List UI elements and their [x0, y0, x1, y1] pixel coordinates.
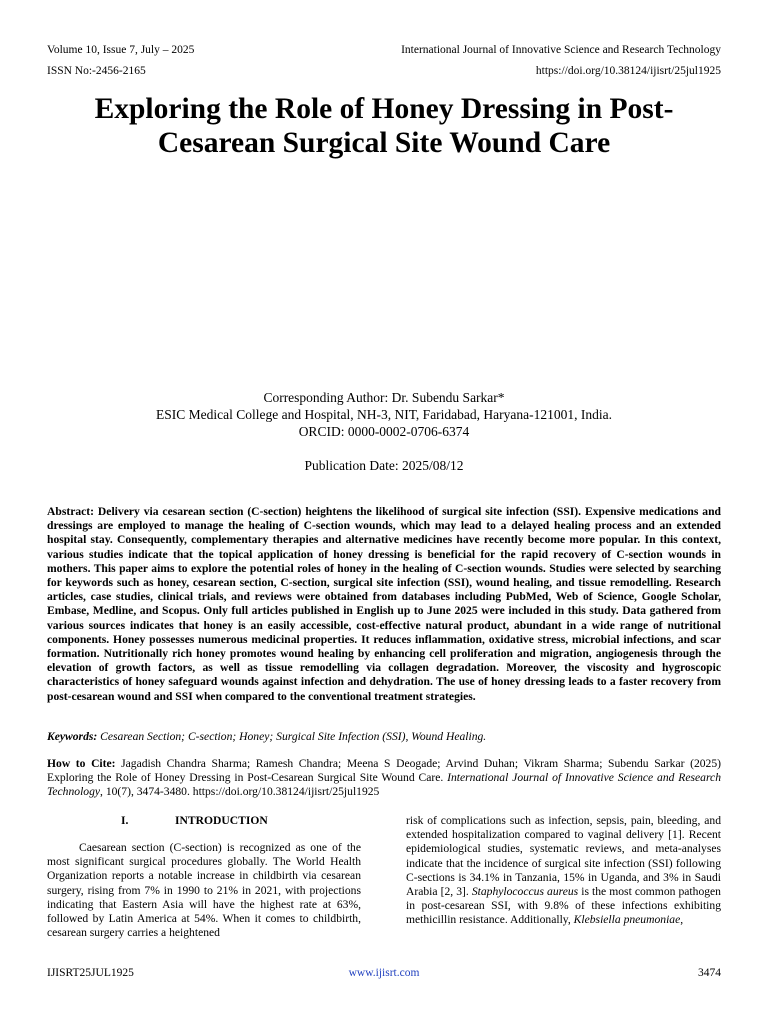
title-line-1: Exploring the Role of Honey Dressing in Post-: [94, 93, 674, 125]
section-number: I.: [121, 814, 129, 827]
cite-tail: , 10(7), 3474-3480. https://doi.org/10.38124/ijisrt/25jul1925: [100, 785, 380, 799]
corresponding-author: Corresponding Author: Dr. Subendu Sarkar*: [263, 390, 505, 405]
right-col-italic-2: Klebsiella pneumoniae: [573, 913, 681, 927]
abstract-label: Abstract:: [47, 505, 95, 518]
abstract: [47, 505, 721, 704]
intro-right-column: [406, 814, 721, 928]
publication-date: Publication Date: 2025/08/12: [304, 458, 464, 473]
keywords-label: Keywords:: [47, 730, 98, 743]
journal-name: International Journal of Innovative Science and Research Technology: [401, 44, 721, 56]
keywords: [47, 730, 721, 744]
keywords-text: Cesarean Section; C-section; Honey; Surgical Site Infection (SSI), Wound Healing.: [97, 730, 487, 743]
issn: ISSN No:-2456-2165: [47, 65, 146, 77]
cite-journal: International Journal of Innovative Science and Research Technology: [47, 771, 721, 799]
right-col-part-3: ,: [680, 913, 684, 927]
intro-left-column: Caesarean section (C-section) is recognized as one of the most significant surgical procedures globally. The World Health Organization reports a notable increase in childbirth via cesarean surgery, rising from 7% in 1990 to 21% in 2021, with projections indicating that Eastern Asia will have the highest rate at 63%, followed by Latin America at 54%. When it comes to childbirth, cesarean surgery carries a heightened: [47, 841, 361, 940]
right-col-part-2: is the most common pathogen in post-cesarean SSI, with 9.8% of these infections exhibiting methicillin resistance. Additionally,: [406, 885, 721, 927]
footer-website-link[interactable]: www.ijisrt.com: [348, 967, 420, 979]
orcid: ORCID: 0000-0002-0706-6374: [298, 424, 470, 439]
footer-paper-id: IJISRT25JUL1925: [47, 967, 134, 979]
cite-label: How to Cite:: [47, 757, 116, 770]
title-line-2: Cesarean Surgical Site Wound Care: [157, 127, 611, 159]
section-title: INTRODUCTION: [175, 814, 268, 827]
affiliation: ESIC Medical College and Hospital, NH-3, NIT, Faridabad, Haryana-121001, India.: [155, 407, 612, 422]
page-number: 3474: [698, 967, 721, 979]
right-col-italic-1: Staphylococcus aureus: [471, 885, 579, 899]
cite-text: Jagadish Chandra Sharma; Ramesh Chandra; Meena S Deogade; Arvind Duhan; Vikram Sharma; Subendu Sarkar (2025) Exploring the Role of Honey Dressing in Post-Cesarean Surgical Site Wound Care.: [47, 757, 721, 785]
abstract-text: Delivery via cesarean section (C-section) heightens the likelihood of surgical site infection (SSI). Expensive medications and dressings are employed to manage the healing of C-section wounds, which may lead to a delayed healing process and an extended hospital stay. Consequently, complementary therapies and alternative medicines have recently become more popular. In this context, various studies indicate that the topical application of honey dressing is beneficial for the rapid recovery of C-section wounds in mothers. This paper aims to explore the potential roles of honey in the healing of C-section wounds. Studies were selected by searching for keywords such as honey, cesarean section, C-section, surgical site infection (SSI), wound healing, and tissue remodelling. Research articles, case studies, clinical trials, and reviews were obtained from databases including PubMed, Web of Science, Google Scholar, Embase, Medline, and Scopus. Only full articles published in English up to June 2025 were included in this study. Data gathered from various sources indicates that honey is an easily accessible, cost-effective natural product, abundant in a wide range of nutritional components. Honey possesses numerous medicinal properties. It reduces inflammation, oxidative stress, microbial infections, and scar formation. Nutritionally rich honey promotes wound healing by enhancing cell proliferation and migration, angiogenesis through the elevation of growth factors, as well as tissue remodelling via collagen degradation. Moreover, the viscosity and hygroscopic characteristics of honey safeguard wounds against infection and dehydration. The use of honey dressing leads to a faster recovery from post-cesarean wound and SSI when compared to the conventional treatment strategies.: [47, 505, 721, 703]
paper-title: [30, 92, 738, 160]
right-col-part-1: risk of complications such as infection, sepsis, pain, bleeding, and extended hospitalization compared to vaginal delivery [1]. Recent epidemiological studies, systematic reviews, and meta-analyses indicate that the incidence of surgical site infection (SSI) following C-sections is 34.1% in Tanzania, 15% in Uganda, and 3% in Saudi Arabia [2, 3].: [406, 814, 721, 899]
journal-volume: Volume 10, Issue 7, July – 2025: [47, 44, 195, 56]
how-to-cite: [47, 757, 721, 800]
doi-link[interactable]: https://doi.org/10.38124/ijisrt/25jul1925: [535, 65, 721, 77]
